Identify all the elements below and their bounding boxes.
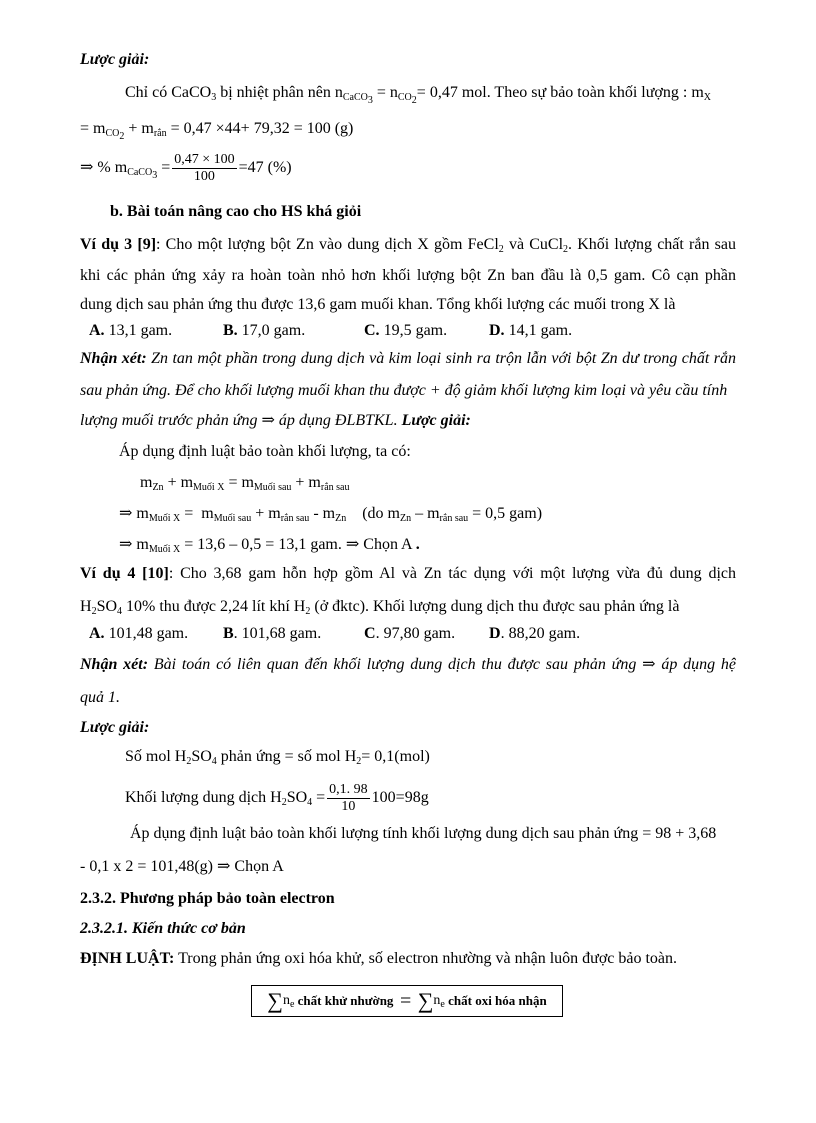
formula-left: chất khử nhường — [297, 993, 394, 1008]
text: SO — [96, 598, 118, 615]
option-value: 17,0 gam. — [237, 322, 306, 339]
numerator: 0,1. 98 — [329, 782, 368, 797]
text: + m — [124, 120, 154, 137]
option-key: B — [223, 625, 234, 642]
solution-line: Áp dụng định luật bảo toàn khối lượng tính khối lượng dung dịch sau phản ứng = 98 + 3,68 — [130, 825, 717, 842]
example-3-line: khi các phản ứng xảy ra hoàn toàn nhỏ hơn khối lượng bột Zn ban đầu là 0,5 gam. Cô cạn phần — [80, 267, 736, 284]
remark-line: sau phản ứng. Để cho khối lượng muối khan thu được + độ giảm khối lượng kim loại và yêu cầu tính — [80, 382, 728, 399]
option-key: D — [489, 625, 501, 642]
option-c — [364, 320, 489, 342]
text: = 0,47 ×44+ 79,32 = 100 (g) — [166, 120, 354, 137]
equation-1: $m_{Zn} + m_{Muối X} = m_{Muối sau} + m_{rắn sau}$ — [140, 474, 350, 493]
text: (ở đktc). Khối lượng dung dịch thu được sau phản ứng là — [310, 598, 680, 615]
sigma-icon: ∑ — [417, 988, 434, 1013]
text: SO — [286, 789, 308, 807]
option-key: D. — [489, 322, 505, 339]
text: H — [80, 598, 92, 615]
text: phản ứng = số mol H — [216, 748, 357, 765]
example-3-line: dung dịch sau phản ứng thu được 13,6 gam muối khan. Tổng khối lượng các muối trong X là — [80, 296, 676, 313]
subsection-heading-2: 2.3.2.1. Kiến thức cơ bản — [80, 920, 246, 937]
percent-equation: ⇒ % $m_{CaCO_3}$ = $\frac{0,47 \times 100}{100}$ =47 (%) — [80, 152, 292, 184]
example-4-line — [80, 563, 736, 585]
remark-line — [80, 410, 471, 432]
text: = n — [372, 84, 398, 101]
solution-line: Chỉ có CaCO$_3$ bị nhiệt phân nên $n_{CaCO_3} = n_{CO_2}= 0,47$ mol. Theo sự bảo toàn khối lượng : $m_X$ — [125, 84, 711, 106]
option-d — [489, 623, 580, 645]
equation-2: ⇒ $m_{Muối X} = m_{Muối sau} + m_{rắn sau} - m_{Zn}$ (do $m_{Zn} - m_{rắn sau} = 0,5$ gam) — [119, 505, 543, 524]
sigma-icon: ∑ — [267, 988, 283, 1013]
denominator: 10 — [341, 799, 356, 814]
option-b — [223, 320, 364, 342]
remark-line — [80, 654, 736, 676]
solution-label: Lược giải: — [401, 412, 471, 429]
option-b — [223, 623, 364, 645]
text: : Cho một lượng bột Zn vào dung dịch X gồm FeCl — [156, 236, 499, 253]
option-key: A. — [89, 322, 105, 339]
option-key: C — [364, 625, 376, 642]
text: Bài toán có liên quan đến khối lượng dung dịch thu được sau phản ứng ⇒ áp dụng hệ — [148, 656, 737, 673]
remark-line — [80, 348, 736, 370]
text: Khối lượng dung dịch H — [125, 789, 282, 807]
option-value: . 88,20 gam. — [500, 625, 581, 642]
fraction — [172, 152, 236, 185]
text: Zn tan một phần trong dung dịch và kim loại sinh ra trộn lẫn với bột Zn dư trong chất rắn — [146, 350, 736, 367]
option-value: . 101,68 gam. — [233, 625, 322, 642]
example-label: Ví dụ 3 [9] — [80, 236, 157, 253]
law-statement — [80, 948, 677, 970]
fraction — [327, 782, 370, 815]
text: = — [157, 159, 171, 177]
remark-line: quả 1. — [80, 689, 120, 706]
denominator: 100 — [193, 169, 215, 184]
text: = m — [80, 120, 106, 137]
text: Số mol H — [125, 748, 187, 765]
option-value: 14,1 gam. — [504, 322, 573, 339]
solution-heading-2: Lược giải: — [80, 719, 150, 736]
section-heading: 2.3.2. Phương pháp bảo toàn electron — [80, 890, 335, 907]
text: ⇒ % m — [80, 159, 128, 177]
text: và CuCl — [503, 236, 564, 253]
option-value: . 97,80 gam. — [375, 625, 456, 642]
example-label: Ví dụ 4 [10] — [80, 565, 169, 582]
text: bị nhiệt phân nên n — [216, 84, 343, 101]
law-label: ĐỊNH LUẬT: — [80, 950, 175, 967]
option-value: 19,5 gam. — [379, 322, 448, 339]
mass-equation: Khối lượng dung dịch $H_2SO_4$ = $\frac{0,1. 98}{10}$ 100=98g — [125, 782, 429, 814]
text: = — [312, 789, 326, 807]
solution-heading-1: Lược giải: — [80, 51, 150, 68]
solution-line: Áp dụng định luật bảo toàn khối lượng, ta có: — [119, 443, 411, 460]
text: lượng muối trước phản ứng ⇒ áp dụng ĐLBTKL. — [80, 412, 402, 429]
text: Chỉ có CaCO — [125, 84, 212, 101]
option-value: 101,48 gam. — [104, 625, 189, 642]
text: Trong phản ứng oxi hóa khử, số electron nhường và nhận luôn được bảo toàn. — [174, 950, 678, 967]
example-3-line: Ví dụ 3 [9]: Cho một lượng bột Zn vào dung dịch X gồm FeCl$_2$ và CuCl$_2$. Khối lượng chất rắn sau — [80, 236, 737, 255]
solution-line: - 0,1 x 2 = 101,48(g) ⇒ Chọn A — [80, 858, 284, 875]
text: =47 (%) — [238, 159, 292, 177]
option-c — [364, 623, 489, 645]
remark-label: Nhận xét: — [80, 656, 149, 673]
remark-label: Nhận xét: — [80, 350, 147, 367]
option-d — [489, 320, 572, 342]
answer-options — [89, 623, 580, 645]
subsection-heading: b. Bài toán nâng cao cho HS khá giỏi — [110, 203, 362, 220]
text: = 0,1(mol) — [361, 748, 430, 765]
text: 10% thu được 2,24 lít khí H — [122, 598, 306, 615]
option-a — [89, 623, 223, 645]
option-key: C. — [364, 322, 380, 339]
text: 100=98g — [371, 789, 429, 807]
text: = 0,47 mol. Theo sự bảo toàn khối lượng : m — [416, 84, 704, 101]
example-4-line: $H_2SO_4$ 10% thu được 2,24 lít khí $H_2$ (ở đktc). Khối lượng dung dịch thu được sau phản ứng là — [80, 598, 680, 617]
solution-line: Số mol $H_2SO_4$ phản ứng = số mol $H_2= 0,1(mol)$ — [125, 748, 430, 767]
text: SO — [191, 748, 212, 765]
option-key: A. — [89, 625, 105, 642]
option-key: B. — [223, 322, 238, 339]
numerator: 0,47 × 100 — [174, 152, 235, 167]
answer-options — [89, 320, 572, 342]
formula-right: chất oxi hóa nhận — [448, 993, 547, 1008]
electron-conservation-formula: ∑ $n_e$ chất khử nhường = ∑ $n_e$ chất oxi hóa nhận — [251, 985, 563, 1017]
option-a — [89, 320, 223, 342]
equation-3: ⇒ $m_{Muối X} = 13,6 - 0,5 = 13,1$ gam. ⇒ Chọn A . — [119, 536, 420, 555]
solution-line: = $m_{CO_2} + m_{rắn} = 0,47 \times 44+ 79,32 = 100$ (g) — [80, 120, 354, 142]
text: . Khối lượng chất rắn sau — [568, 236, 737, 253]
text: : Cho 3,68 gam hỗn hợp gồm Al và Zn tác dụng với một lượng vừa đủ dung dịch — [168, 565, 737, 582]
option-value: 13,1 gam. — [104, 322, 173, 339]
